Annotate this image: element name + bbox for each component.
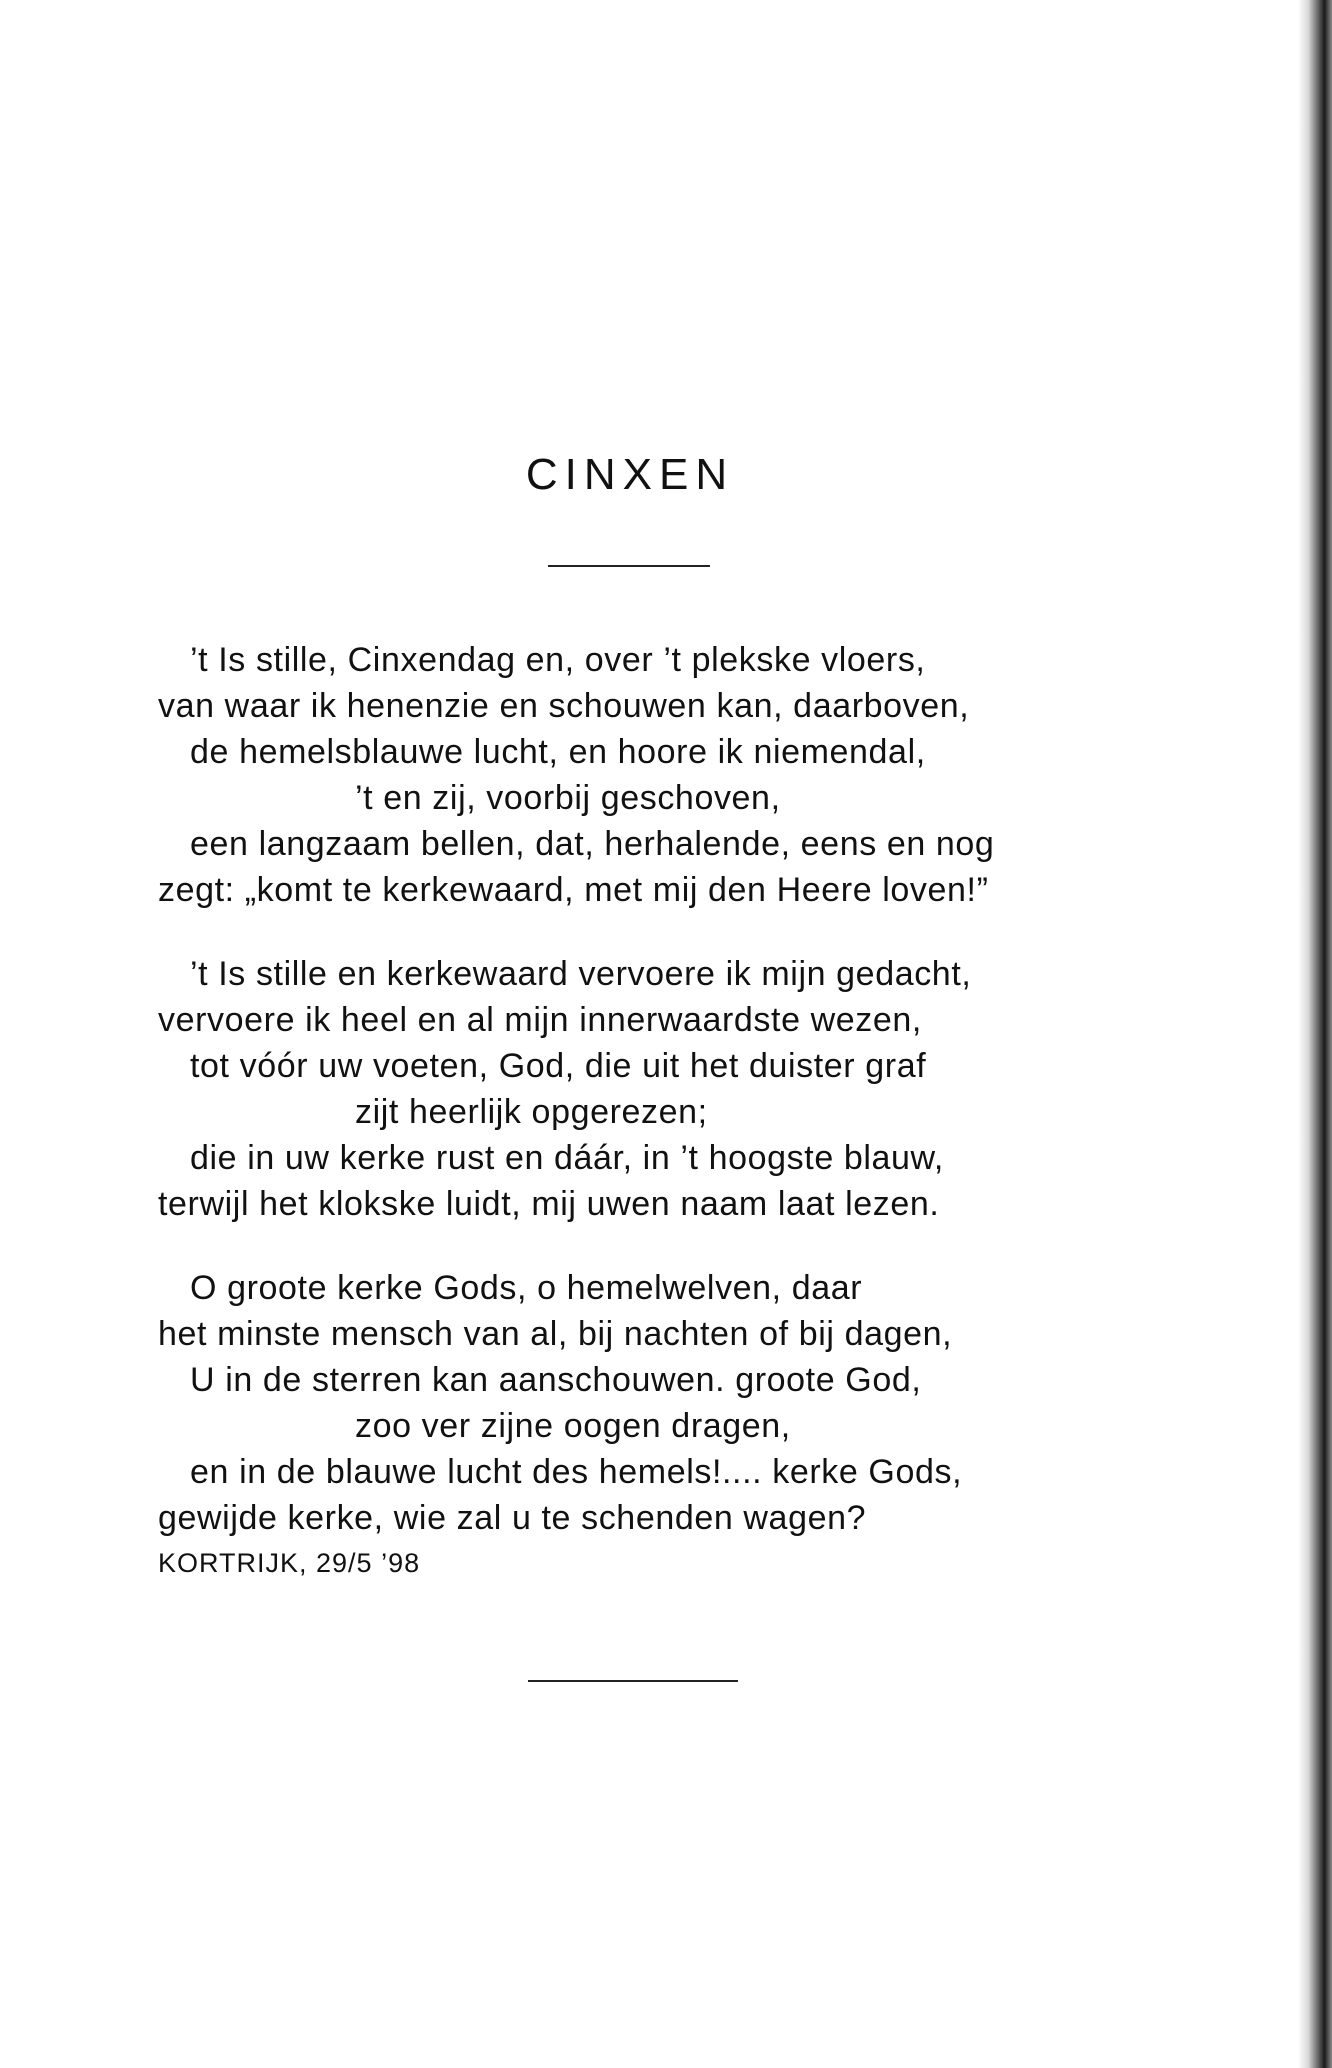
poem-line: ’t Is stille en kerkewaard vervoere ik mijn gedacht, xyxy=(190,955,972,993)
title-rule xyxy=(548,565,710,567)
poem-line: het minste mensch van al, bij nachten of bij dagen, xyxy=(158,1315,953,1353)
poem-line: die in uw kerke rust en dáár, in ’t hoogste blauw, xyxy=(190,1139,944,1177)
poem-line: zegt: „komt te kerkewaard, met mij den Heere loven!” xyxy=(158,871,989,909)
poem-line: van waar ik henenzie en schouwen kan, daarboven, xyxy=(158,687,970,725)
page-binding-edge xyxy=(1298,0,1332,2068)
poem-line: een langzaam bellen, dat, herhalende, eens en nog xyxy=(190,825,995,863)
place-date-signature: KORTRIJK, 29/5 ’98 xyxy=(158,1548,421,1578)
poem-line: O groote kerke Gods, o hemelwelven, daar xyxy=(190,1269,863,1307)
poem-line: en in de blauwe lucht des hemels!.... kerke Gods, xyxy=(190,1453,963,1491)
closing-rule xyxy=(528,1680,738,1682)
poem-line: gewijde kerke, wie zal u te schenden wagen? xyxy=(158,1499,867,1537)
poem-line: vervoere ik heel en al mijn innerwaardste wezen, xyxy=(158,1001,922,1039)
poem-line: de hemelsblauwe lucht, en hoore ik niemendal, xyxy=(190,733,926,771)
poem-line: tot vóór uw voeten, God, die uit het duister graf xyxy=(190,1047,927,1085)
poem-line: zoo ver zijne oogen dragen, xyxy=(355,1407,791,1445)
poem-line: U in de sterren kan aanschouwen. groote God, xyxy=(190,1361,922,1399)
poem-title: CINXEN xyxy=(525,450,735,499)
poem-line: terwijl het klokske luidt, mij uwen naam laat lezen. xyxy=(158,1185,940,1223)
poem-line: ’t Is stille, Cinxendag en, over ’t plekske vloers, xyxy=(190,641,926,679)
poem-line: ’t en zij, voorbij geschoven, xyxy=(355,779,781,817)
poem-line: zijt heerlijk opgerezen; xyxy=(355,1093,708,1131)
